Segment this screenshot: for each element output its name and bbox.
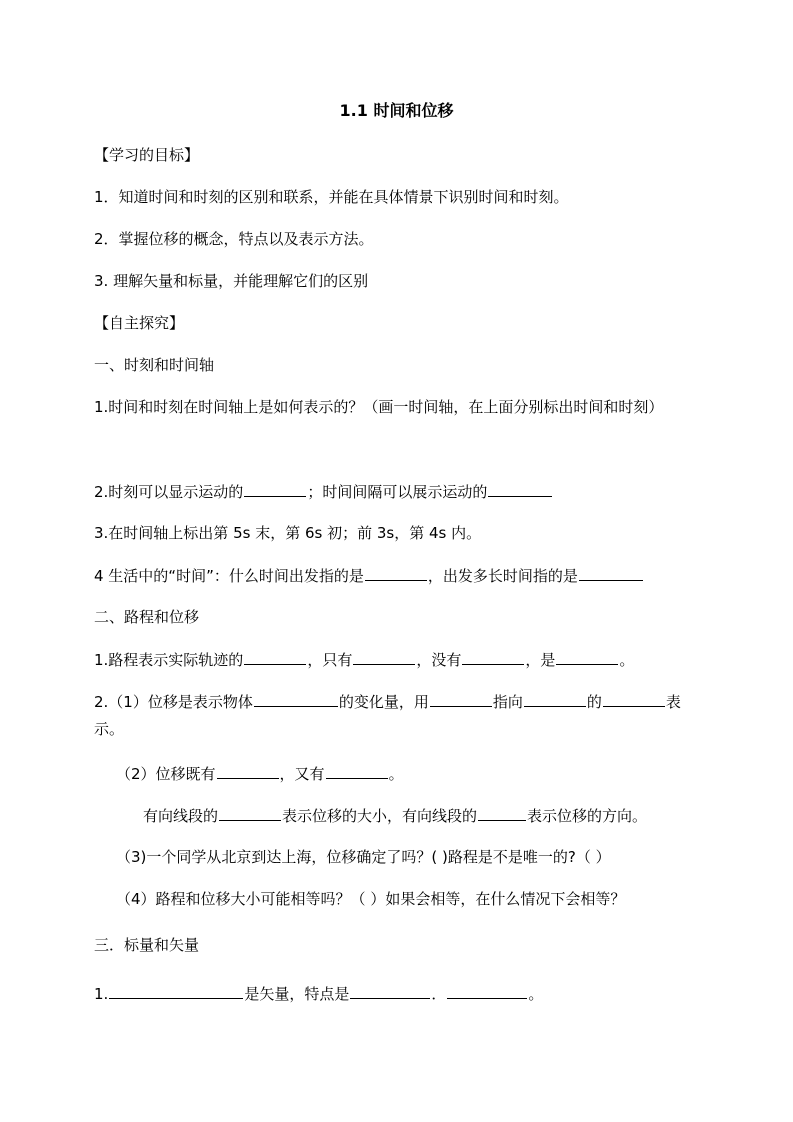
text: 的 (586, 693, 602, 711)
part3-question-1 (94, 983, 753, 1004)
answer-blank[interactable] (350, 983, 430, 999)
text: ，又有 (279, 765, 325, 783)
answer-blank[interactable] (478, 805, 526, 821)
part1-question-4 (94, 565, 753, 586)
text: 有向线段的 (143, 807, 219, 825)
answer-blank[interactable] (326, 763, 388, 779)
text: 表示位移的方向。 (527, 807, 648, 825)
part2-question-2-5: （4）路程和位移大小可能相等吗？（ ）如果会相等，在什么情况下会相等？ (116, 890, 626, 908)
answer-blank[interactable] (219, 805, 281, 821)
part2-question-2-4: （3)一个同学从北京到达上海，位移确定了吗？( )路程是不是唯一的?（ ） (116, 848, 611, 866)
answer-blank[interactable] (556, 649, 618, 665)
text: 的变化量，用 (338, 693, 429, 711)
part2-question-2-cont: 示。 (94, 720, 125, 738)
text: 。 (388, 765, 404, 783)
answer-blank[interactable] (254, 691, 338, 707)
text: ，是 (525, 651, 556, 669)
text: ；时间间隔可以展示运动的 (307, 483, 488, 501)
section-explore-heading: 【自主探究】 (94, 314, 185, 332)
part1-question-2 (94, 481, 753, 502)
answer-blank[interactable] (244, 649, 306, 665)
text: 1. (94, 985, 109, 1003)
text: 表示位移的大小，有向线段的 (282, 807, 478, 825)
part1-heading: 一、时刻和时间轴 (94, 356, 215, 374)
part2-question-2-3 (143, 805, 753, 826)
answer-blank[interactable] (579, 565, 643, 581)
section-goals-heading: 【学习的目标】 (94, 146, 200, 164)
text: 2.（1）位移是表示物体 (94, 693, 253, 711)
answer-blank[interactable] (109, 983, 243, 999)
text: 。 (528, 985, 544, 1003)
part2-question-1 (94, 649, 753, 670)
text: 是矢量，特点是 (244, 985, 350, 1003)
part1-question-3: 3.在时间轴上标出第 5s 末，第 6s 初；前 3s，第 4s 内。 (94, 524, 482, 542)
answer-blank[interactable] (488, 481, 552, 497)
goal-2: 2．掌握位移的概念，特点以及表示方法。 (94, 230, 374, 248)
answer-blank[interactable] (603, 691, 665, 707)
text: 。 (619, 651, 635, 669)
answer-blank[interactable] (462, 649, 524, 665)
text: ． (431, 985, 447, 1003)
text: ，只有 (307, 651, 353, 669)
goal-3: 3. 理解矢量和标量，并能理解它们的区别 (94, 272, 369, 290)
answer-blank[interactable] (365, 565, 427, 581)
answer-blank[interactable] (524, 691, 586, 707)
part1-question-1: 1.时间和时刻在时间轴上是如何表示的？（画一时间轴，在上面分别标出时间和时刻） (94, 398, 664, 416)
answer-blank[interactable] (244, 481, 306, 497)
answer-blank[interactable] (353, 649, 415, 665)
text: 1.路程表示实际轨迹的 (94, 651, 244, 669)
answer-blank[interactable] (430, 691, 492, 707)
part2-heading: 二、路程和位移 (94, 608, 200, 626)
part3-heading: 三．标量和矢量 (94, 936, 200, 954)
part2-question-2 (94, 691, 753, 712)
text: ，没有 (416, 651, 462, 669)
answer-blank[interactable] (447, 983, 527, 999)
text: （2）位移既有 (116, 765, 216, 783)
answer-blank[interactable] (217, 763, 279, 779)
text: 指向 (492, 693, 523, 711)
text: ，出发多长时间指的是 (427, 567, 578, 585)
text: 4 生活中的“时间”：什么时间出发指的是 (94, 567, 364, 585)
part2-question-2-2 (116, 763, 753, 784)
text: 2.时刻可以显示运动的 (94, 483, 244, 501)
text: 表 (665, 693, 681, 711)
page-title: 1.1 时间和位移 (339, 101, 454, 120)
goal-1: 1．知道时间和时刻的区别和联系，并能在具体情景下识别时间和时刻。 (94, 188, 569, 206)
